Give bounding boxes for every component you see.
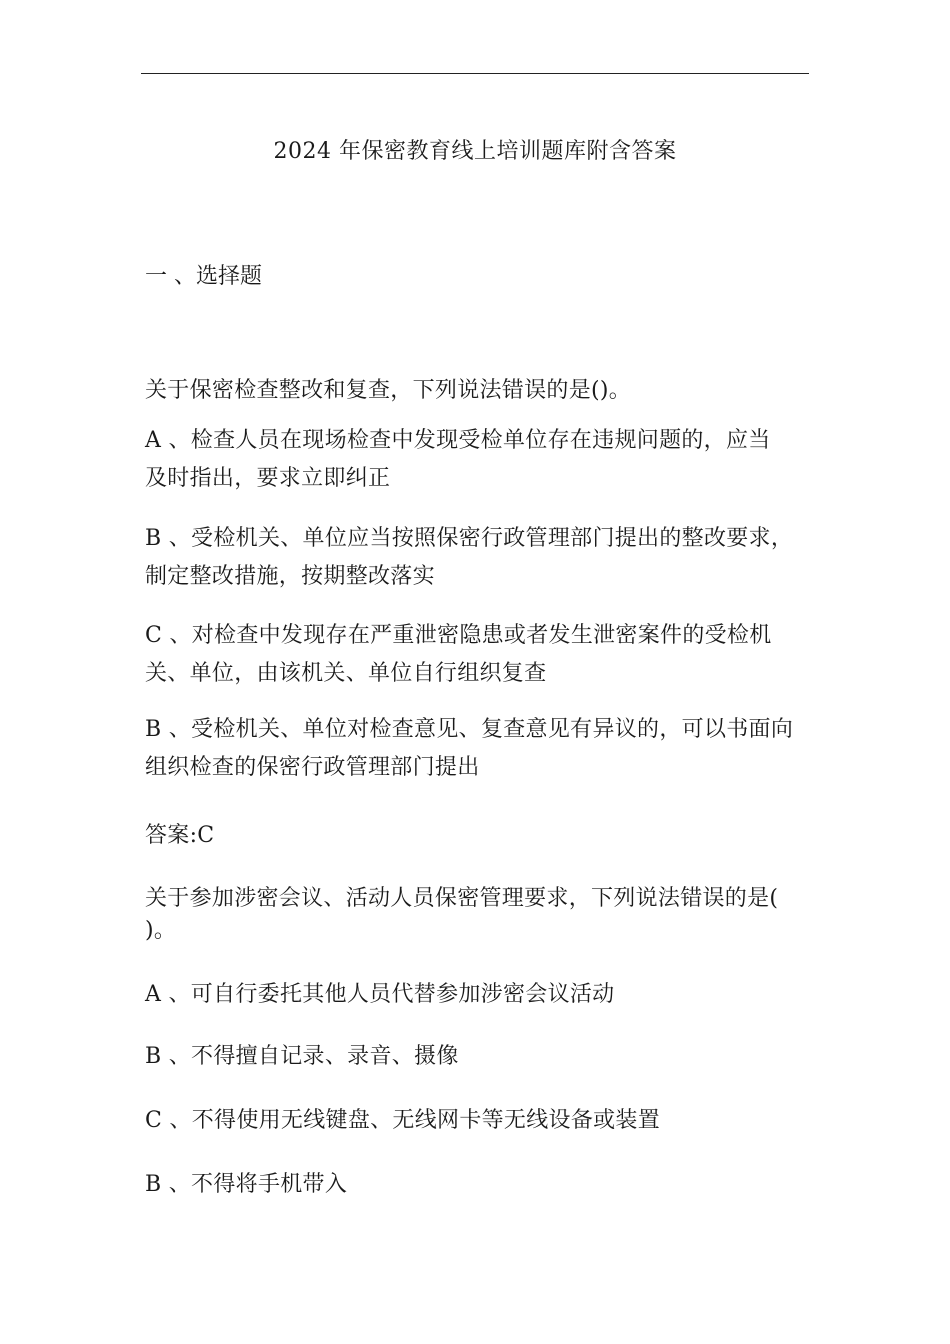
question-2-stem	[145, 880, 815, 950]
option-line: 及时指出，要求立即纠正	[145, 466, 391, 491]
option-line: A 、检查人员在现场检查中发现受检单位存在违规问题的，应当	[145, 428, 771, 453]
stem-line: )。	[145, 918, 177, 943]
option-line: C 、不得使用无线键盘、无线网卡等无线设备或装置	[145, 1108, 661, 1133]
question-1-option-d	[145, 711, 815, 787]
question-2-option-c	[145, 1102, 815, 1140]
question-2-option-a	[145, 976, 815, 1014]
option-line: B 、受检机关、单位对检查意见、复查意见有异议的，可以书面向	[145, 717, 794, 742]
document-title: 2024 年保密教育线上培训题库附含答案	[273, 139, 677, 164]
option-line: 组织检查的保密行政管理部门提出	[145, 755, 480, 780]
option-line: B 、不得擅自记录、录音、摄像	[145, 1044, 459, 1069]
option-line: 制定整改措施，按期整改落实	[145, 564, 435, 589]
option-line: C 、对检查中发现存在严重泄密隐患或者发生泄密案件的受检机	[145, 623, 772, 648]
question-1-answer: 答案:C	[145, 823, 215, 848]
option-line: 关、单位，由该机关、单位自行组织复查	[145, 661, 547, 686]
question-1-option-c	[145, 617, 815, 693]
header-rule	[141, 73, 809, 74]
option-line: A 、可自行委托其他人员代替参加涉密会议活动	[145, 982, 615, 1007]
question-1-stem: 关于保密检查整改和复查，下列说法错误的是()。	[145, 378, 632, 403]
option-line: B 、不得将手机带入	[145, 1172, 348, 1197]
option-line: B 、受检机关、单位应当按照保密行政管理部门提出的整改要求，	[145, 526, 794, 551]
question-2-option-b	[145, 1038, 815, 1076]
question-1-option-a	[145, 422, 815, 498]
section-heading: 一 、选择题	[145, 264, 262, 289]
question-2-option-d	[145, 1166, 815, 1204]
question-1-option-b	[145, 520, 815, 596]
stem-line: 关于参加涉密会议、活动人员保密管理要求，下列说法错误的是(	[145, 886, 779, 911]
